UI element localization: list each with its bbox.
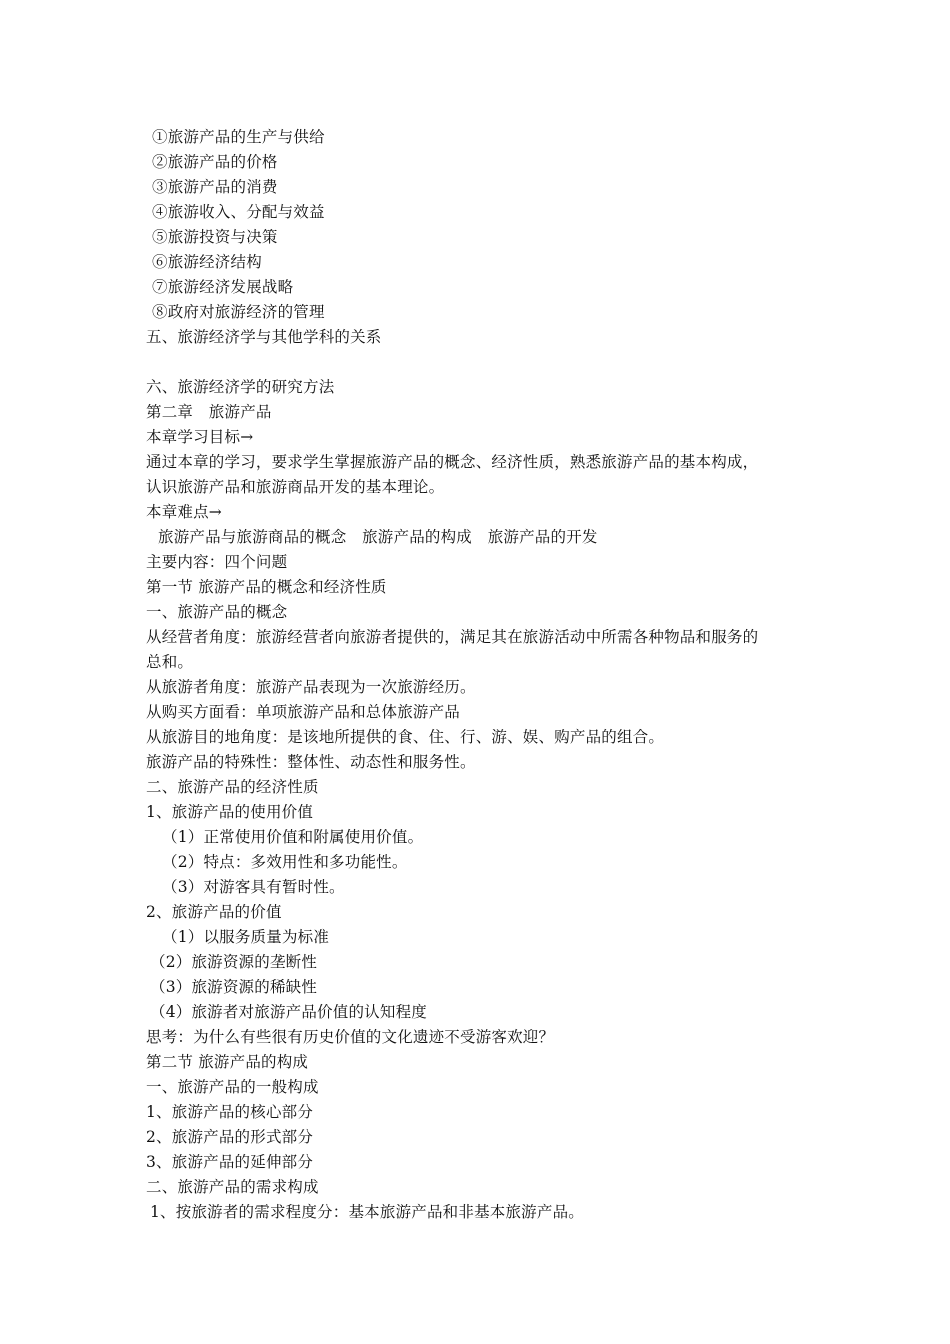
paragraph-specialty: 旅游产品的特殊性：整体性、动态性和服务性。 — [146, 753, 476, 771]
list-item-5: ⑤旅游投资与决策 — [152, 228, 278, 246]
paragraph-purchase-view: 从购买方面看：单项旅游产品和总体旅游产品 — [146, 703, 461, 721]
numbered-heading-use-value: 1、旅游产品的使用价值 — [146, 803, 314, 821]
section-1-title: 第一节 旅游产品的概念和经济性质 — [146, 578, 387, 596]
list-item-use-value-1: （1）正常使用价值和附属使用价值。 — [162, 828, 424, 846]
thinking-question: 思考：为什么有些很有历史价值的文化遗迹不受游客欢迎？ — [146, 1028, 555, 1046]
objectives-text-line-1: 通过本章的学习，要求学生掌握旅游产品的概念、经济性质，熟悉旅游产品的基本构成， — [146, 453, 759, 471]
list-item-extension: 3、旅游产品的延伸部分 — [146, 1153, 314, 1171]
list-item-1: ①旅游产品的生产与供给 — [152, 128, 325, 146]
list-item-value-4: （4）旅游者对旅游产品价值的认知程度 — [150, 1003, 427, 1021]
objectives-heading: 本章学习目标→ — [146, 428, 254, 446]
paragraph-tourist-view: 从旅游者角度：旅游产品表现为一次旅游经历。 — [146, 678, 476, 696]
difficulties-text: 旅游产品与旅游商品的概念 旅游产品的构成 旅游产品的开发 — [158, 528, 598, 546]
section-heading-6: 六、旅游经济学的研究方法 — [146, 378, 335, 396]
paragraph-operator-view-line-1: 从经营者角度：旅游经营者向旅游者提供的，满足其在旅游活动中所需各种物品和服务的 — [146, 628, 759, 646]
chapter-title: 第二章 旅游产品 — [146, 403, 272, 421]
section-2-title: 第二节 旅游产品的构成 — [146, 1053, 309, 1071]
paragraph-destination-view: 从旅游目的地角度：是该地所提供的食、住、行、游、娱、购产品的组合。 — [146, 728, 665, 746]
section-heading-5: 五、旅游经济学与其他学科的关系 — [146, 328, 382, 346]
list-item-value-3: （3）旅游资源的稀缺性 — [150, 978, 318, 996]
list-item-3: ③旅游产品的消费 — [152, 178, 278, 196]
subheading-demand-composition: 二、旅游产品的需求构成 — [146, 1178, 319, 1196]
list-item-2: ②旅游产品的价格 — [152, 153, 278, 171]
subheading-concept: 一、旅游产品的概念 — [146, 603, 288, 621]
list-item-8: ⑧政府对旅游经济的管理 — [152, 303, 325, 321]
list-item-4: ④旅游收入、分配与效益 — [152, 203, 325, 221]
list-item-6: ⑥旅游经济结构 — [152, 253, 262, 271]
subheading-general-composition: 一、旅游产品的一般构成 — [146, 1078, 319, 1096]
subheading-economic-nature: 二、旅游产品的经济性质 — [146, 778, 319, 796]
list-item-core: 1、旅游产品的核心部分 — [146, 1103, 314, 1121]
list-item-value-1: （1）以服务质量为标准 — [162, 928, 330, 946]
objectives-text-line-2: 认识旅游产品和旅游商品开发的基本理论。 — [146, 478, 445, 496]
list-item-demand-degree: 1、按旅游者的需求程度分：基本旅游产品和非基本旅游产品。 — [150, 1203, 584, 1221]
paragraph-operator-view-line-2: 总和。 — [146, 653, 194, 671]
list-item-use-value-3: （3）对游客具有暂时性。 — [162, 878, 345, 896]
list-item-use-value-2: （2）特点：多效用性和多功能性。 — [162, 853, 408, 871]
list-item-value-2: （2）旅游资源的垄断性 — [150, 953, 318, 971]
main-content-line: 主要内容：四个问题 — [146, 553, 288, 571]
list-item-form: 2、旅游产品的形式部分 — [146, 1128, 314, 1146]
difficulties-heading: 本章难点→ — [146, 503, 222, 521]
list-item-7: ⑦旅游经济发展战略 — [152, 278, 294, 296]
numbered-heading-value: 2、旅游产品的价值 — [146, 903, 282, 921]
